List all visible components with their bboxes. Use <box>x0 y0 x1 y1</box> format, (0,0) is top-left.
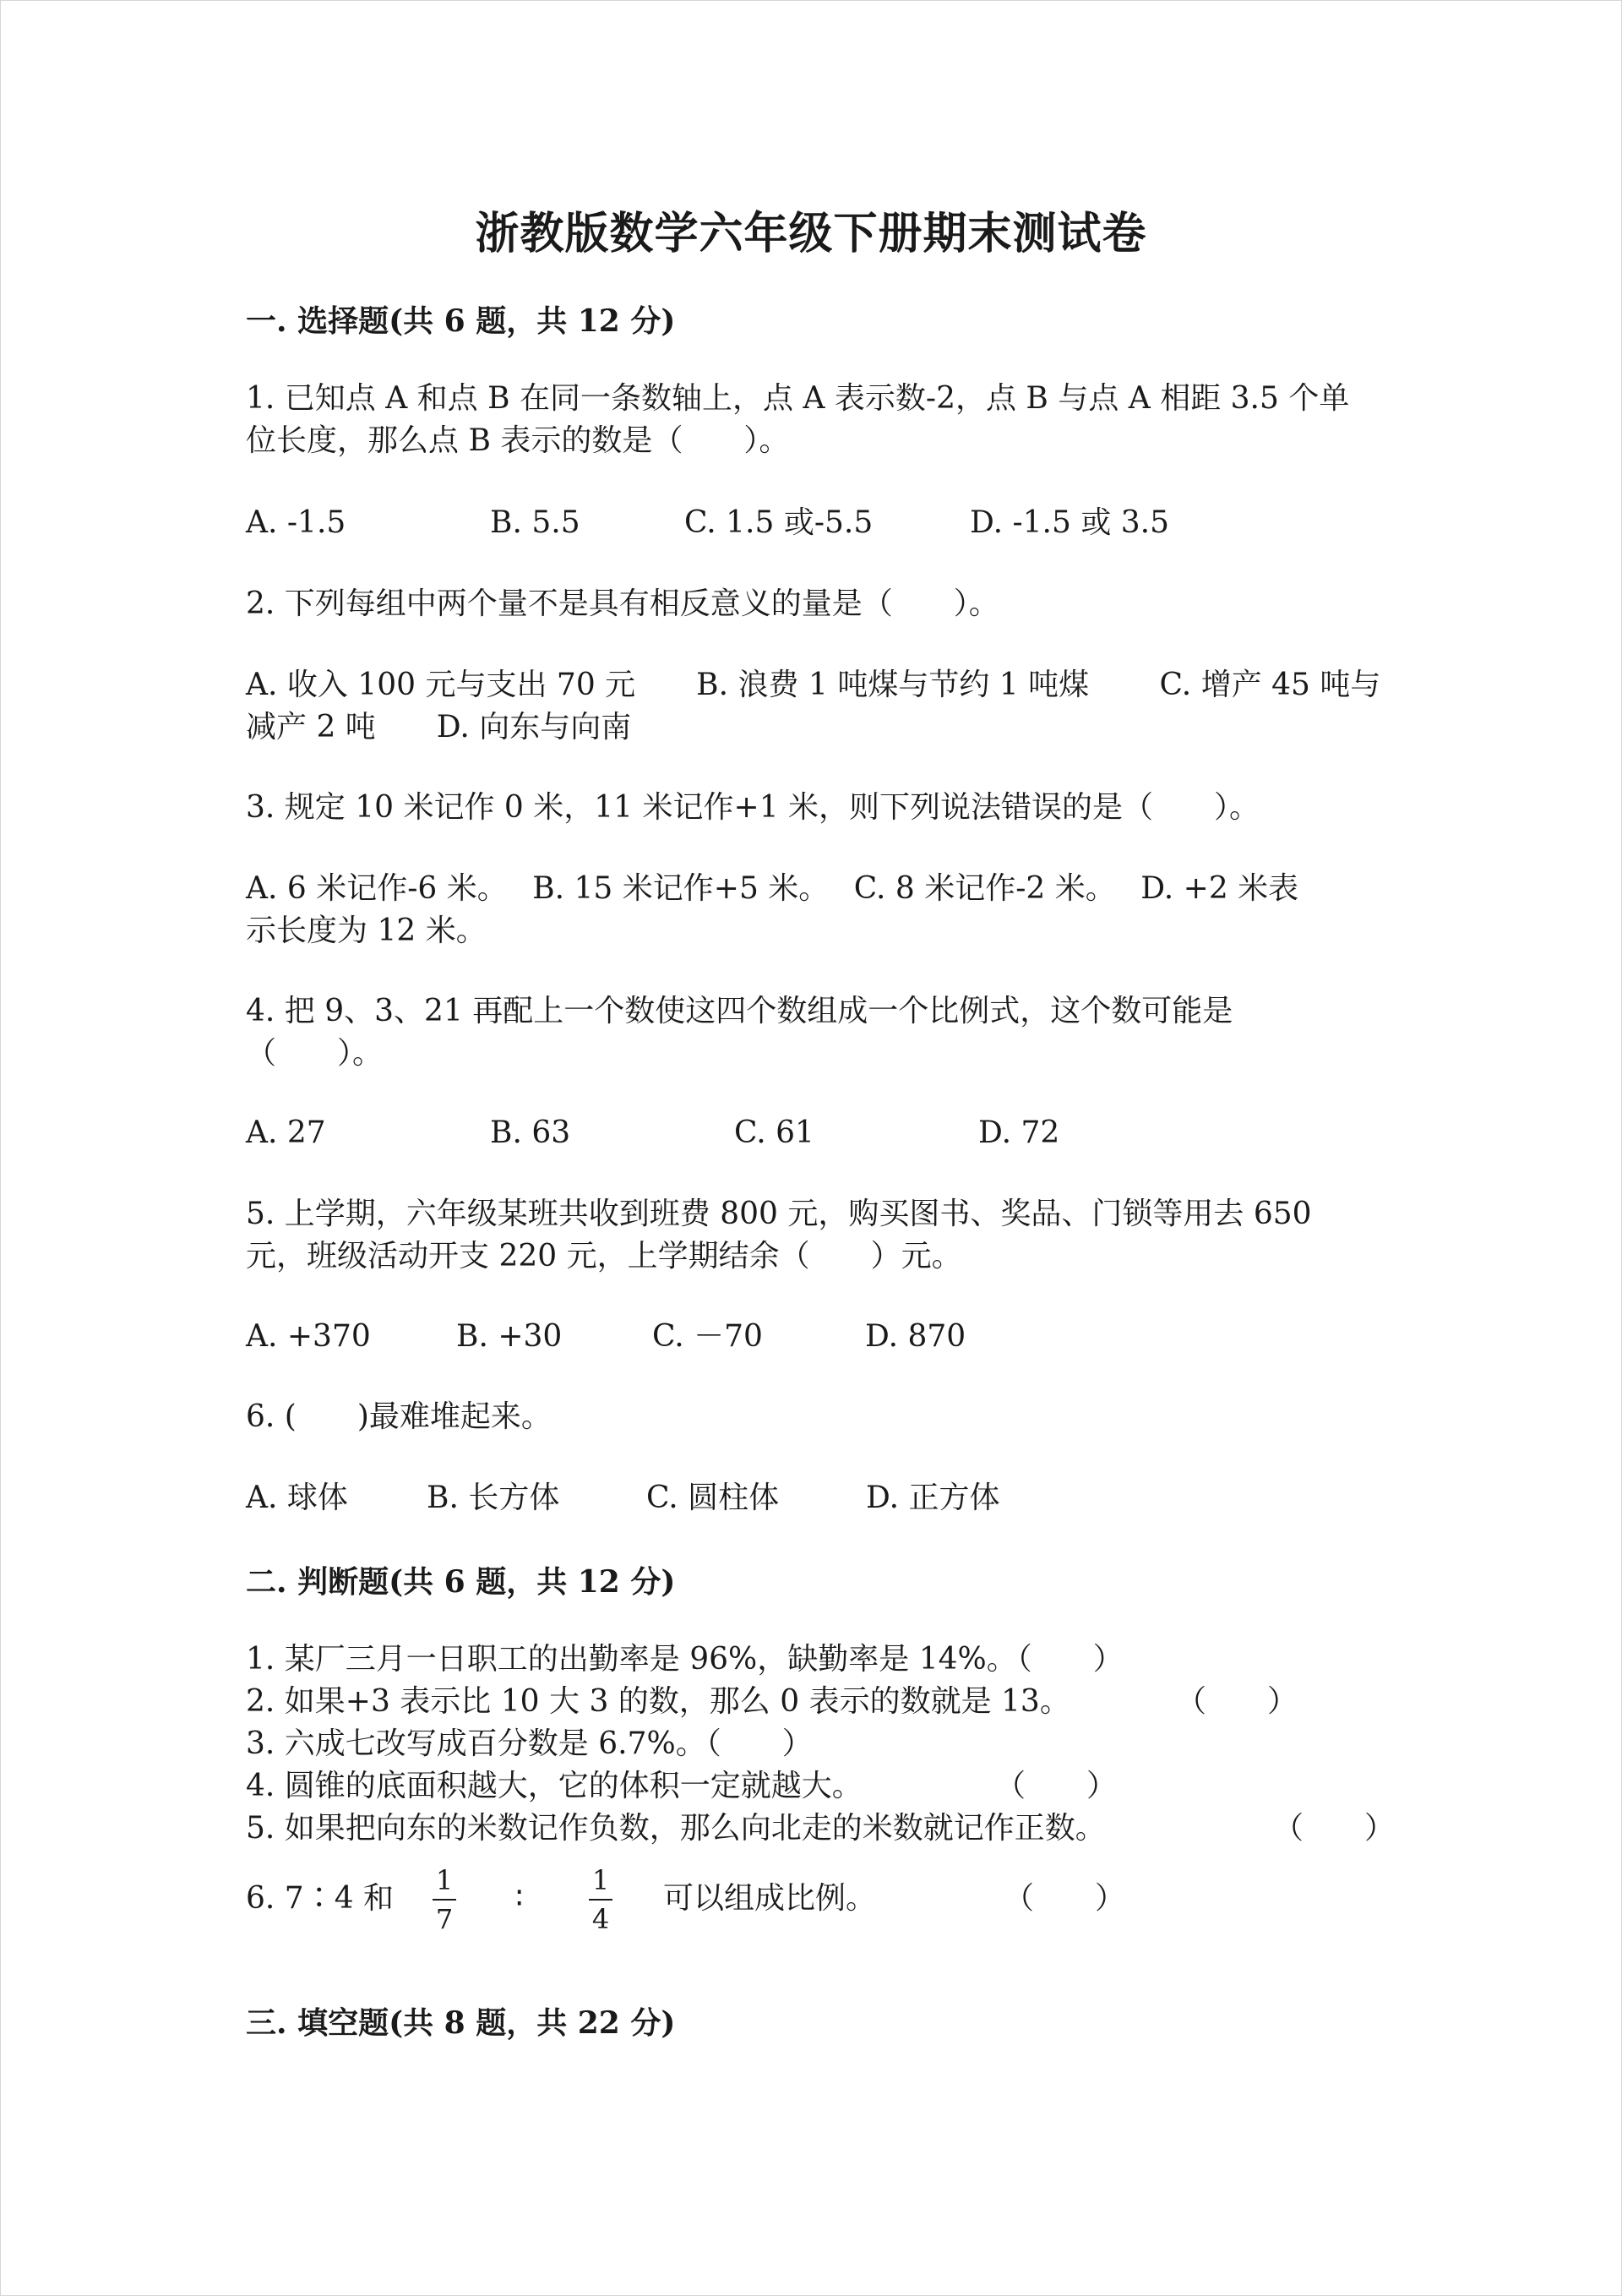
question-4-line-1: 4. 把 9、3、21 再配上一个数使这四个数组成一个比例式，这个数可能是 <box>246 994 1233 1028</box>
question-4-option-d: D. 72 <box>978 1115 1060 1150</box>
judge-item-5: 5. 如果把向东的米数记作负数，那么向北走的米数就记作正数。 <box>246 1811 1106 1846</box>
question-6-option-a: A. 球体 <box>246 1481 348 1515</box>
question-4-option-b: B. 63 <box>490 1115 571 1150</box>
question-4-option-c: C. 61 <box>734 1115 814 1150</box>
question-6-option-b: B. 长方体 <box>427 1481 560 1515</box>
fraction-bar <box>589 1899 612 1901</box>
question-3-options-line-1: A. 6 米记作-6 米。 B. 15 米记作+5 米。 C. 8 米记作-2 米。 D. +2 米表 <box>246 871 1299 906</box>
judge-item-2: 2. 如果+3 表示比 10 大 3 的数，那么 0 表示的数就是 13。 <box>246 1684 1070 1719</box>
fraction-one-seventh <box>427 1863 461 1936</box>
question-2-options-line-2: 减产 2 吨 D. 向东与向南 <box>246 710 632 744</box>
fraction-bar <box>433 1899 456 1901</box>
section-heading-choice: 一. 选择题(共 6 题，共 12 分) <box>246 303 676 339</box>
judge-item-6-answer-blank: （ ） <box>1004 1881 1126 1916</box>
question-5-option-c: C. －70 <box>652 1319 763 1354</box>
judge-item-3: 3. 六成七改写成百分数是 6.7%。（ ） <box>246 1726 813 1761</box>
ratio-colon: ∶ <box>515 1881 524 1916</box>
question-5-line-1: 5. 上学期，六年级某班共收到班费 800 元，购买图书、奖品、门锁等用去 650 <box>246 1197 1312 1231</box>
question-1-option-c: C. 1.5 或-5.5 <box>684 505 874 540</box>
fraction-one-fourth <box>584 1863 618 1936</box>
question-2-options-line-1: A. 收入 100 元与支出 70 元 B. 浪费 1 吨煤与节约 1 吨煤 C. 增产 45 吨与 <box>246 668 1381 702</box>
question-5-line-2: 元，班级活动开支 220 元，上学期结余（ ）元。 <box>246 1239 962 1273</box>
fraction-numerator: 1 <box>435 1864 454 1896</box>
section-heading-true-false: 二. 判断题(共 6 题，共 12 分) <box>246 1564 676 1600</box>
judge-item-4: 4. 圆锥的底面积越大，它的体积一定就越大。 <box>246 1769 863 1803</box>
judge-item-5-answer-blank: （ ） <box>1273 1811 1396 1846</box>
judge-item-2-answer-blank: （ ） <box>1176 1684 1298 1719</box>
question-4-option-a: A. 27 <box>246 1115 326 1150</box>
question-5-option-a: A. +370 <box>246 1319 371 1354</box>
question-2-line-1: 2. 下列每组中两个量不是具有相反意义的量是（ ）。 <box>246 586 999 621</box>
question-1-option-a: A. -1.5 <box>246 505 346 540</box>
fraction-denominator: 7 <box>435 1903 454 1935</box>
question-1-option-b: B. 5.5 <box>490 505 580 540</box>
question-6-option-c: C. 圆柱体 <box>646 1481 780 1515</box>
judge-item-6-prefix: 6. 7∶4 和 <box>246 1881 395 1916</box>
question-1-line-2: 位长度，那么点 B 表示的数是（ ）。 <box>246 423 790 458</box>
judge-item-1: 1. 某厂三月一日职工的出勤率是 96%，缺勤率是 14%。（ ） <box>246 1642 1124 1677</box>
fraction-denominator: 4 <box>591 1903 610 1935</box>
question-5-option-d: D. 870 <box>865 1319 966 1354</box>
question-5-option-b: B. +30 <box>456 1319 563 1354</box>
question-1-line-1: 1. 已知点 A 和点 B 在同一条数轴上，点 A 表示数-2，点 B 与点 A 相距 3.5 个单 <box>246 381 1350 416</box>
question-3-options-line-2: 示长度为 12 米。 <box>246 913 487 948</box>
question-6-line-1: 6. ( )最难堆起来。 <box>246 1399 552 1434</box>
page-title: 浙教版数学六年级下册期末测试卷 <box>475 208 1147 259</box>
judge-item-6-suffix: 可以组成比例。 <box>663 1881 877 1916</box>
question-6-option-d: D. 正方体 <box>866 1481 1000 1515</box>
fraction-numerator: 1 <box>591 1864 610 1896</box>
question-1-option-d: D. -1.5 或 3.5 <box>970 505 1170 540</box>
question-4-line-2: （ ）。 <box>246 1036 384 1071</box>
judge-item-4-answer-blank: （ ） <box>995 1769 1118 1803</box>
section-heading-fill-in: 三. 填空题(共 8 题，共 22 分) <box>246 2005 676 2041</box>
question-3-line-1: 3. 规定 10 米记作 0 米，11 米记作+1 米，则下列说法错误的是（ ）。 <box>246 790 1260 825</box>
